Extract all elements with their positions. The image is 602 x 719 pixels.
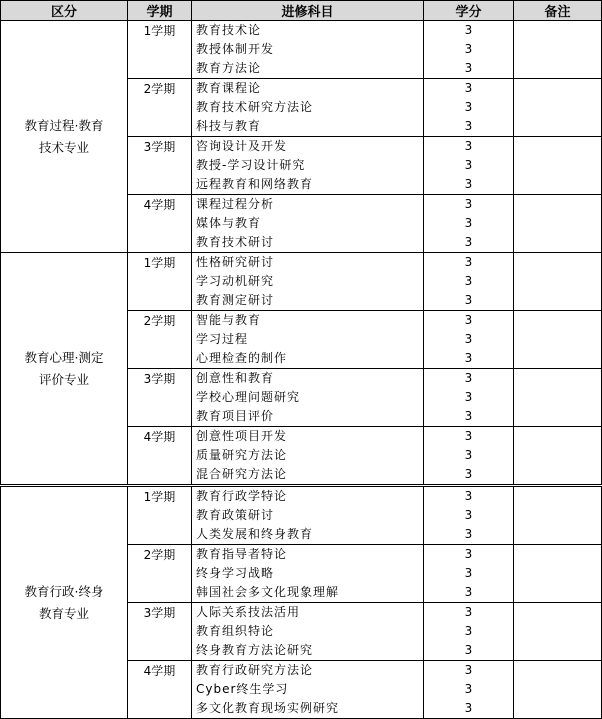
subjects-cell	[192, 137, 424, 195]
credit-value: 3	[464, 313, 473, 327]
subject-item: 质量研究方法论	[196, 448, 288, 462]
credit-value: 3	[464, 100, 473, 114]
credit-value: 3	[464, 390, 473, 404]
credit-value: 3	[464, 255, 473, 269]
header-remarks: 备注	[514, 1, 602, 21]
credit-value: 3	[464, 663, 473, 677]
credit-value: 3	[464, 527, 473, 541]
subjects-cell	[192, 21, 424, 79]
subject-item: 韩国社会多文化现象理解	[196, 585, 340, 599]
major-name-line1: 教育行政·终身	[24, 583, 104, 599]
subject-item: 性格研究研讨	[196, 255, 275, 269]
credits-cell	[424, 195, 514, 253]
subject-item: 教育行政学特论	[196, 489, 288, 503]
major-name-line2: 教育专业	[38, 605, 89, 621]
major-name-line2: 技术专业	[38, 139, 89, 155]
remarks-cell	[514, 427, 602, 486]
semester-cell: 2学期	[128, 311, 192, 369]
semester-cell: 3学期	[128, 369, 192, 427]
subject-item: 终身教育方法论研究	[196, 643, 314, 657]
remarks-cell	[514, 79, 602, 137]
remarks-cell	[514, 253, 602, 311]
remarks-cell	[514, 195, 602, 253]
subject-item: 咨询设计及开发	[196, 139, 288, 153]
subjects-cell	[192, 195, 424, 253]
credit-value: 3	[464, 409, 473, 423]
semester-cell: 1学期	[128, 21, 192, 79]
remarks-cell	[514, 603, 602, 661]
subject-item: 教育政策研讨	[196, 508, 275, 522]
subject-item: 教育课程论	[196, 81, 262, 95]
semester-cell: 3学期	[128, 137, 192, 195]
subject-item: Cyber终生学习	[196, 682, 289, 696]
header-division: 区分	[1, 1, 128, 21]
header-row	[1, 1, 602, 21]
subject-item: 人类发展和终身教育	[196, 527, 314, 541]
subject-item: 人际关系技法活用	[196, 605, 301, 619]
semester-cell: 3学期	[128, 603, 192, 661]
credit-value: 3	[464, 235, 473, 249]
remarks-cell	[514, 21, 602, 79]
subject-item: 远程教育和网络教育	[196, 177, 314, 191]
subject-item: 教授-学习设计研究	[196, 158, 306, 172]
credit-value: 3	[464, 351, 473, 365]
subject-item: 教育行政研究方法论	[196, 663, 314, 677]
remarks-cell	[514, 311, 602, 369]
credit-value: 3	[464, 605, 473, 619]
credit-value: 3	[464, 429, 473, 443]
semester-cell: 4学期	[128, 195, 192, 253]
subject-item: 心理检查的制作	[196, 351, 288, 365]
credit-value: 3	[464, 81, 473, 95]
credit-value: 3	[464, 448, 473, 462]
subjects-cell	[192, 253, 424, 311]
credits-cell	[424, 137, 514, 195]
subjects-cell	[192, 369, 424, 427]
subjects-cell	[192, 661, 424, 719]
subject-item: 教育指导者特论	[196, 547, 288, 561]
subject-item: 教育技术研究方法论	[196, 100, 314, 114]
remarks-cell	[514, 369, 602, 427]
credit-value: 3	[464, 61, 473, 75]
credits-cell	[424, 545, 514, 603]
credits-cell	[424, 603, 514, 661]
remarks-cell	[514, 486, 602, 545]
subjects-cell	[192, 603, 424, 661]
semester-cell: 4学期	[128, 661, 192, 719]
subjects-cell	[192, 545, 424, 603]
remarks-cell	[514, 545, 602, 603]
subject-item: 教育组织特论	[196, 624, 275, 638]
table-row	[1, 486, 602, 545]
credit-value: 3	[464, 332, 473, 346]
subject-item: 创意性项目开发	[196, 429, 288, 443]
credit-value: 3	[464, 682, 473, 696]
subject-item: 学习过程	[196, 332, 249, 346]
major-name-line2: 评价专业	[38, 371, 89, 387]
credits-cell	[424, 486, 514, 545]
subject-item: 学习动机研究	[196, 274, 275, 288]
subject-item: 教育技术论	[196, 23, 262, 37]
subject-item: 教育测定研讨	[196, 293, 275, 307]
table-body	[1, 21, 602, 719]
credit-value: 3	[464, 216, 473, 230]
table-row	[1, 21, 602, 79]
header-subjects: 进修科目	[192, 1, 424, 21]
credit-value: 3	[464, 566, 473, 580]
credit-value: 3	[464, 467, 473, 481]
credits-cell	[424, 253, 514, 311]
subject-item: 教育方法论	[196, 61, 262, 75]
subject-item: 创意性和教育	[196, 371, 275, 385]
semester-cell: 1学期	[128, 486, 192, 545]
header-credits: 学分	[424, 1, 514, 21]
credit-value: 3	[464, 701, 473, 715]
major-name-line1: 教育过程·教育	[24, 117, 104, 133]
major-name-line1: 教育心理·测定	[24, 349, 104, 365]
header-semester: 学期	[128, 1, 192, 21]
subject-item: 智能与教育	[196, 313, 262, 327]
credit-value: 3	[464, 274, 473, 288]
remarks-cell	[514, 137, 602, 195]
credit-value: 3	[464, 293, 473, 307]
credit-value: 3	[464, 42, 473, 56]
semester-cell: 2学期	[128, 545, 192, 603]
major-name	[1, 486, 128, 719]
credits-cell	[424, 21, 514, 79]
credit-value: 3	[464, 547, 473, 561]
subject-item: 学校心理问题研究	[196, 390, 301, 404]
subject-item: 混合研究方法论	[196, 467, 288, 481]
credit-value: 3	[464, 23, 473, 37]
credits-cell	[424, 311, 514, 369]
credit-value: 3	[464, 643, 473, 657]
credit-value: 3	[464, 177, 473, 191]
credits-cell	[424, 661, 514, 719]
credit-value: 3	[464, 624, 473, 638]
credits-cell	[424, 427, 514, 486]
subjects-cell	[192, 486, 424, 545]
credit-value: 3	[464, 508, 473, 522]
credits-cell	[424, 79, 514, 137]
subject-item: 教育项目评价	[196, 409, 275, 423]
subject-item: 终身学习战略	[196, 566, 275, 580]
subject-item: 科技与教育	[196, 119, 262, 133]
subjects-cell	[192, 79, 424, 137]
credit-value: 3	[464, 197, 473, 211]
subject-item: 教授体制开发	[196, 42, 275, 56]
table-row	[1, 253, 602, 311]
credit-value: 3	[464, 489, 473, 503]
credit-value: 3	[464, 139, 473, 153]
credit-value: 3	[464, 585, 473, 599]
semester-cell: 2学期	[128, 79, 192, 137]
credit-value: 3	[464, 119, 473, 133]
subjects-cell	[192, 427, 424, 486]
major-name	[1, 21, 128, 253]
subject-item: 媒体与教育	[196, 216, 262, 230]
subject-item: 课程过程分析	[196, 197, 275, 211]
credit-value: 3	[464, 158, 473, 172]
semester-cell: 4学期	[128, 427, 192, 486]
remarks-cell	[514, 661, 602, 719]
major-name	[1, 253, 128, 486]
subject-item: 多文化教育现场实例研究	[196, 701, 340, 715]
subject-item: 教育技术研讨	[196, 235, 275, 249]
credits-cell	[424, 369, 514, 427]
semester-cell: 1学期	[128, 253, 192, 311]
credit-value: 3	[464, 371, 473, 385]
subjects-cell	[192, 311, 424, 369]
